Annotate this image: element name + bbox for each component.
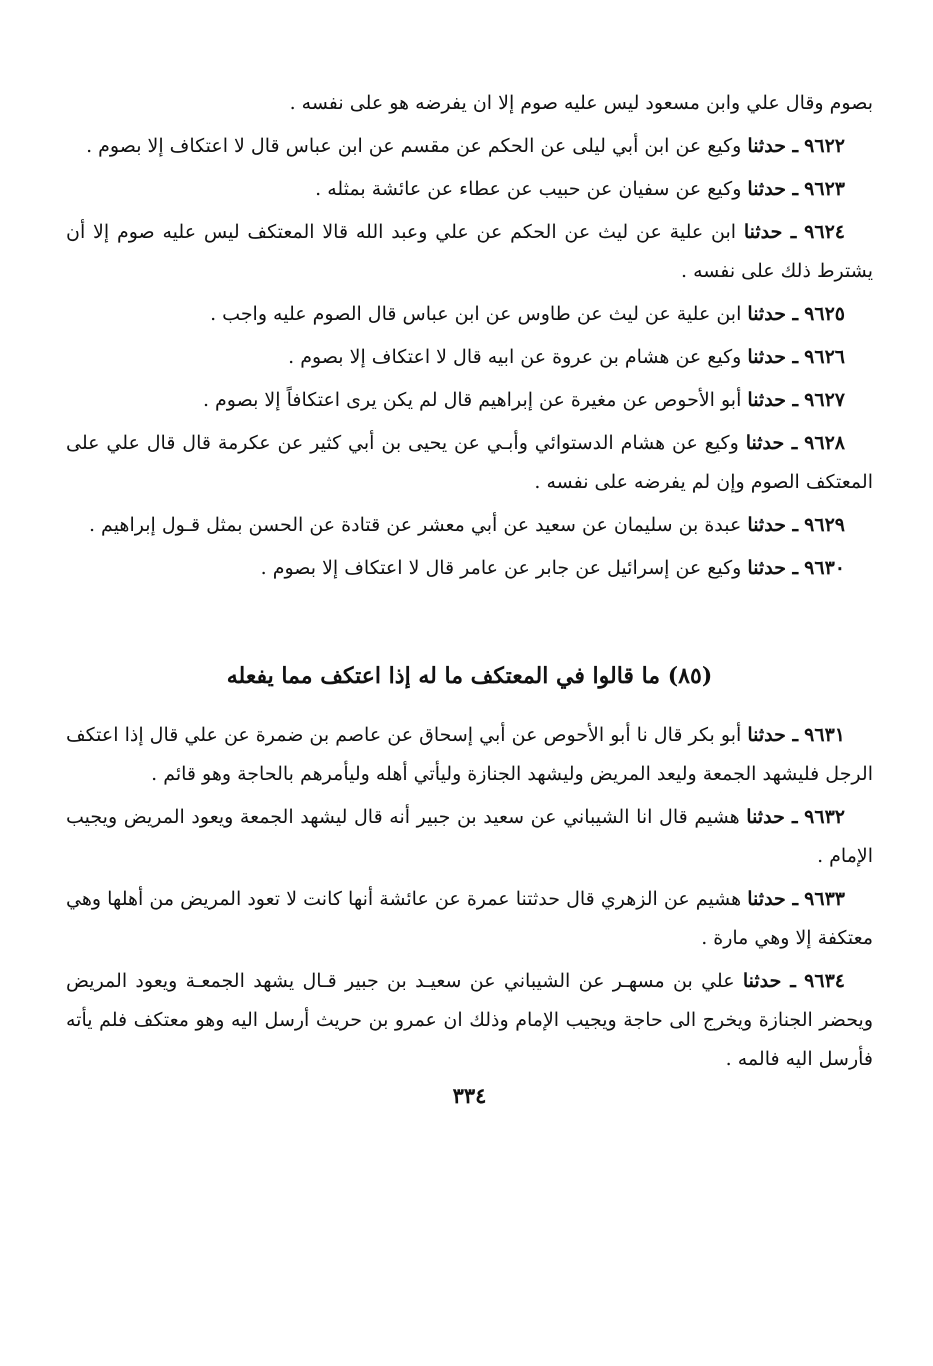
hadith-text: هشيم عن الزهري قال حدثتنا عمرة عن عائشة أنها كانت لا تعود المريض من أهلها وهي معتكفة إلا وهي مارة .	[66, 888, 873, 949]
hadith-lead: ـ حدثنا	[743, 221, 797, 243]
hadith-number: ٩٦٢٤	[804, 221, 845, 243]
hadith-number: ٩٦٢٢	[804, 135, 845, 157]
hadith-lead: ـ حدثنا	[747, 724, 799, 746]
hadith-text: ابن علية عن ليث عن الحكم عن علي وعبد الله قالا المعتكف ليس عليه صوم إلا أن يشترط ذلك على نفسه .	[66, 221, 873, 282]
section-title: (٨٥) ما قالوا في المعتكف ما له إذا اعتكف مما يفعله	[226, 663, 713, 689]
hadith-lead: ـ حدثنا	[747, 557, 799, 579]
hadith-number: ٩٦٢٦	[804, 346, 845, 368]
hadith-text: وكيع عن هشام الدستوائي وأبـي عن يحيى بن أبي كثير عن عكرمة قال قال علي على المعتكف الصوم وإن لم يفرضه على نفسه .	[66, 432, 873, 493]
hadith-number: ٩٦٣٢	[804, 806, 845, 828]
hadith-text: ابن علية عن ليث عن طاوس عن ابن عباس قال الصوم عليه واجب .	[210, 303, 748, 325]
hadith-lead: ـ حدثنا	[747, 888, 799, 910]
hadith-entry	[66, 506, 873, 545]
hadith-number: ٩٦٣٠	[804, 557, 845, 579]
hadith-lead: ـ حدثنا	[742, 970, 796, 992]
hadith-number: ٩٦٢٩	[804, 514, 845, 536]
hadith-text: وكيع عن إسرائيل عن جابر عن عامر قال لا اعتكاف إلا بصوم .	[260, 557, 748, 579]
hadith-entry	[66, 424, 873, 502]
hadith-entry	[66, 880, 873, 958]
hadith-lead: ـ حدثنا	[746, 806, 798, 828]
hadith-list-b	[66, 716, 873, 1079]
hadith-lead: ـ حدثنا	[747, 346, 799, 368]
hadith-number: ٩٦٣٤	[804, 970, 845, 992]
hadith-entry	[66, 127, 873, 166]
hadith-lead: ـ حدثنا	[747, 178, 799, 200]
hadith-number: ٩٦٢٥	[804, 303, 845, 325]
hadith-text: وكيع عن ابن أبي ليلى عن الحكم عن مقسم عن ابن عباس قال لا اعتكاف إلا بصوم .	[86, 135, 748, 157]
hadith-entry	[66, 295, 873, 334]
hadith-text: علي بن مسهـر عن الشيباني عن سعيـد بن جبير قـال يشهد الجمعـة ويعود المريض ويحضر الجنازة ويخرج الى حاجة ويجيب الإمام وذلك ان عمرو بن حريث أرسل اليه وهو معتكف فلم يأته فأرسل اليه فالمه .	[66, 970, 874, 1070]
hadith-entry	[66, 798, 873, 876]
hadith-text: عبدة بن سليمان عن سعيد عن أبي معشر عن قتادة عن الحسن بمثل قـول إبراهيم .	[88, 514, 748, 536]
hadith-text: وكيع عن سفيان عن حبيب عن عطاء عن عائشة بمثله .	[315, 178, 748, 200]
hadith-text: وكيع عن هشام بن عروة عن ابيه قال لا اعتكاف إلا بصوم .	[288, 346, 748, 368]
hadith-entry	[66, 170, 873, 209]
hadith-list-a	[66, 127, 873, 588]
hadith-number: ٩٦٢٨	[804, 432, 845, 454]
hadith-number: ٩٦٢٣	[804, 178, 845, 200]
hadith-entry	[66, 213, 873, 291]
hadith-number: ٩٦٣٣	[804, 888, 845, 910]
hadith-number: ٩٦٢٧	[804, 389, 845, 411]
hadith-entry	[66, 716, 873, 794]
hadith-lead: ـ حدثنا	[747, 303, 799, 325]
hadith-text: هشيم قال انا الشيباني عن سعيد بن جبير أنه قال ليشهد الجمعة ويعود المريض ويجيب الإمام .	[66, 806, 873, 867]
hadith-lead: ـ حدثنا	[745, 432, 798, 454]
continuation-paragraph: بصوم وقال علي وابن مسعود ليس عليه صوم إلا ان يفرضه هو على نفسه .	[289, 92, 873, 114]
hadith-lead: ـ حدثنا	[747, 389, 799, 411]
hadith-entry	[66, 338, 873, 377]
hadith-lead: ـ حدثنا	[747, 514, 799, 536]
hadith-entry	[66, 549, 873, 588]
hadith-entry	[66, 962, 873, 1079]
hadith-text: أبو الأحوص عن مغيرة عن إبراهيم قال لم يكن يرى اعتكافاً إلا بصوم .	[202, 389, 748, 411]
hadith-lead: ـ حدثنا	[747, 135, 799, 157]
hadith-entry	[66, 381, 873, 420]
hadith-number: ٩٦٣١	[804, 724, 845, 746]
hadith-text: أبو بكر قال نا أبو الأحوص عن أبي إسحاق عن عاصم بن ضمرة عن علي قال إذا اعتكف الرجل فليشهد الجمعة وليعد المريض وليشهد الجنازة وليأتي أهله وليأمرهم بالحاجة وهو قائم .	[66, 724, 873, 785]
page-number: ٣٣٤	[452, 1083, 487, 1108]
